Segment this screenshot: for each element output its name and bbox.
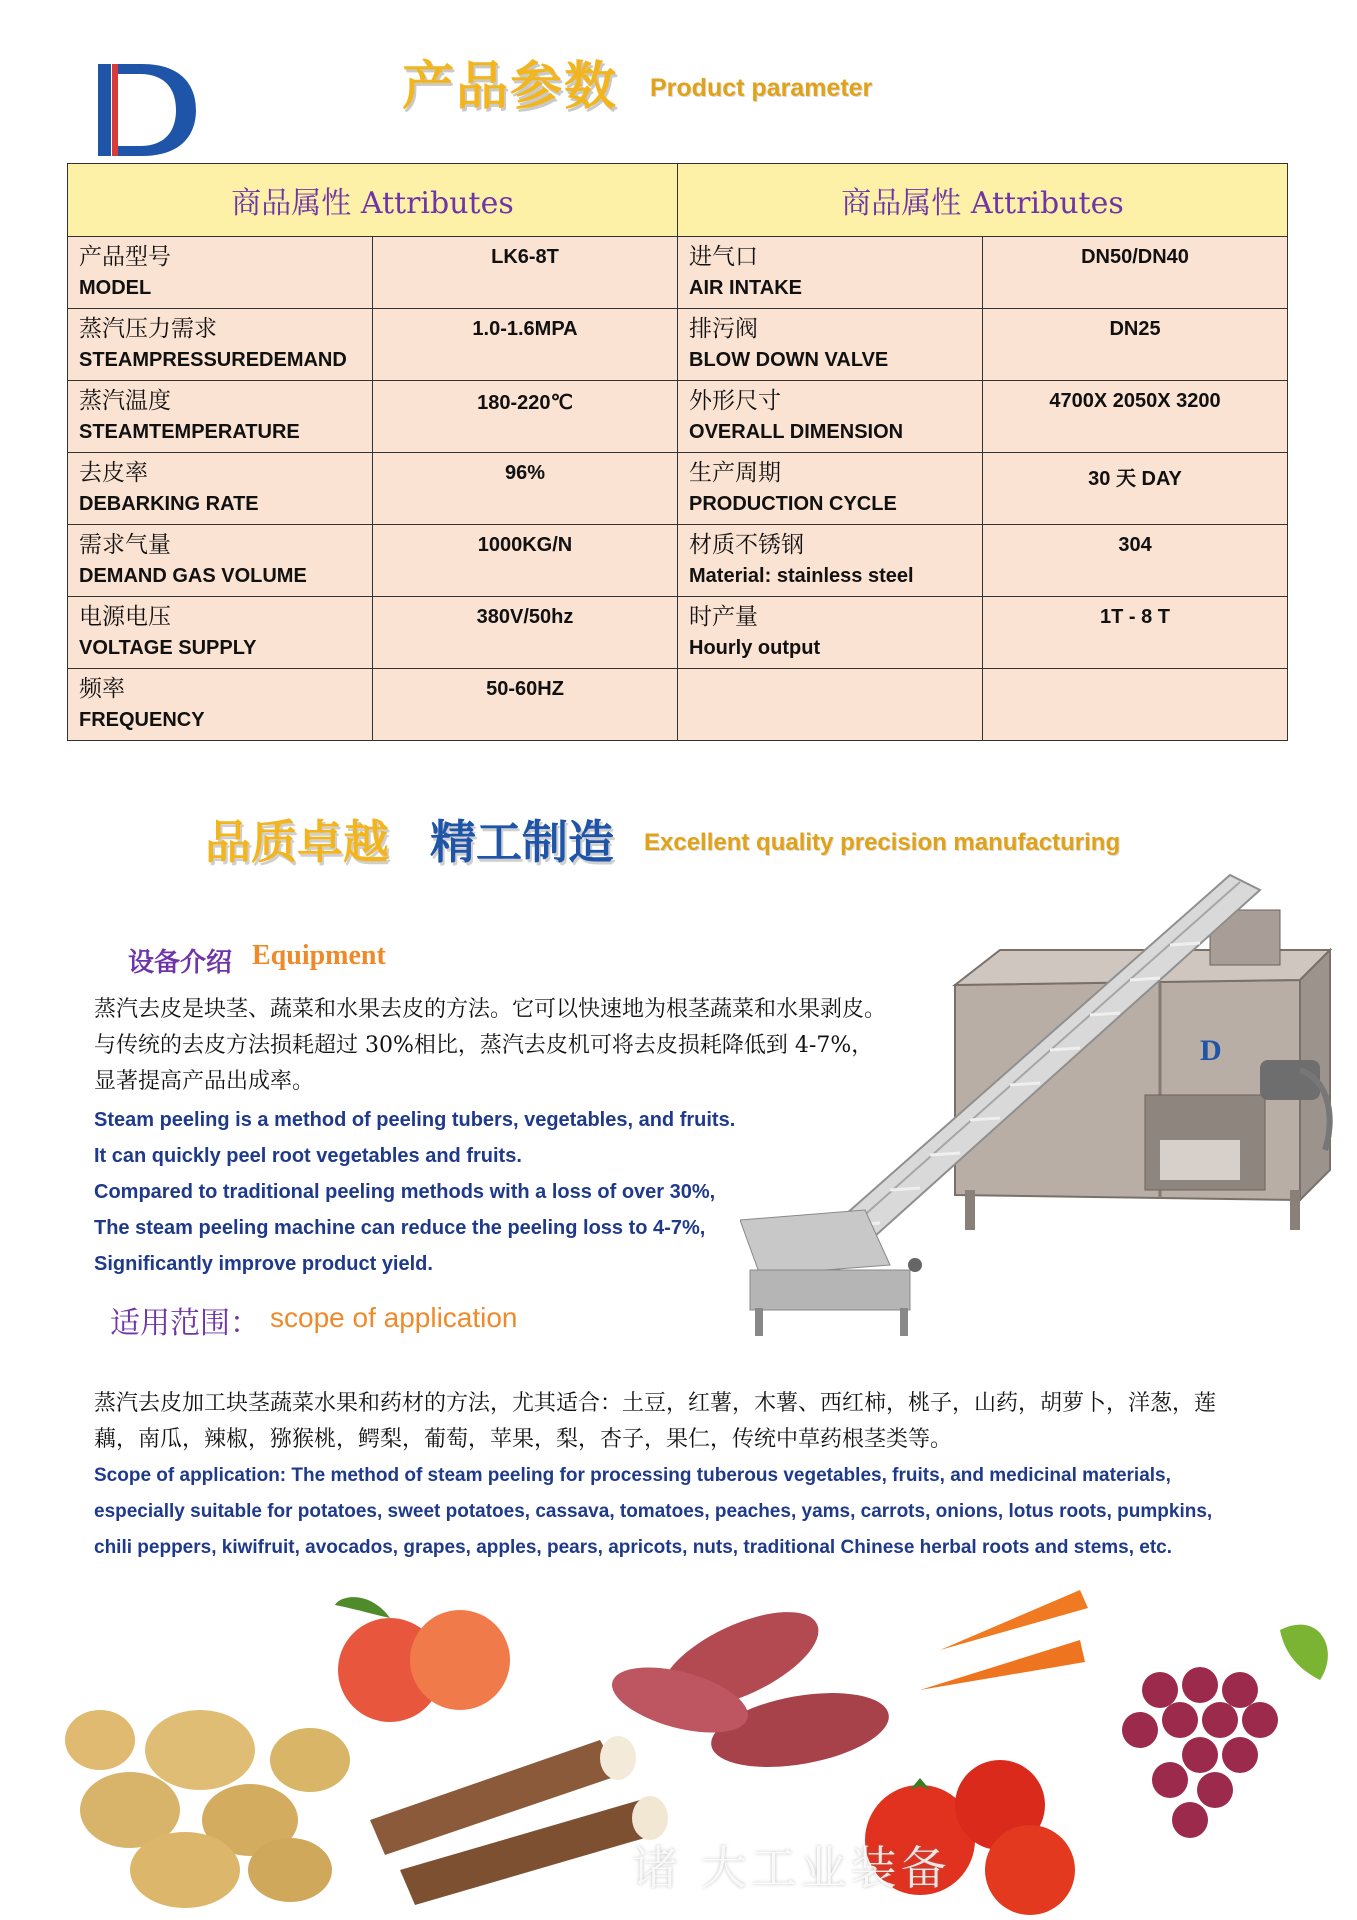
param-label-cell: [678, 597, 983, 669]
param-value: DN25: [1109, 318, 1161, 340]
table-header-left: 商品属性 Attributes: [68, 164, 678, 237]
param-value-cell: [373, 525, 678, 597]
equipment-en-line: It can quickly peel root vegetables and fruits.: [94, 1145, 522, 1167]
param-label-cn: 材质不锈钢: [689, 532, 805, 558]
company-logo: [92, 56, 202, 166]
scope-description-cn: [94, 1386, 1324, 1458]
param-label-cn: 排污阀: [689, 316, 759, 342]
param-label-en: Material: stainless steel: [689, 565, 914, 587]
param-value: 304: [1118, 534, 1152, 556]
param-label-cn: 蒸汽压力需求: [79, 316, 217, 342]
table-row: [68, 309, 1288, 381]
scope-en-line: Scope of application: The method of steam peeling for processing tuberous vegetables, fruits, and medicinal materials,: [94, 1465, 1171, 1486]
equipment-description-en: [94, 1102, 735, 1282]
param-label-en: DEMAND GAS VOLUME: [79, 565, 307, 587]
equipment-cn-line: 显著提高产品出成率。: [94, 1069, 315, 1094]
param-label-cell: [678, 669, 983, 741]
param-label-cell: [68, 453, 373, 525]
quality-title-en: Excellent quality precision manufacturing: [644, 829, 1121, 856]
param-label-en: MODEL: [79, 277, 152, 299]
param-label-cell: [678, 453, 983, 525]
scope-description-en: [94, 1458, 1212, 1566]
scope-cn-line: 藕，南瓜，辣椒，猕猴桃，鳄梨，葡萄，苹果，梨，杏子，果仁，传统中草药根茎类等。: [94, 1427, 953, 1452]
cassava-icon: [370, 1736, 668, 1905]
scope-heading-en: scope of application: [270, 1302, 518, 1333]
steam-peeling-machine-image: [740, 870, 1340, 1340]
equipment-en-line: The steam peeling machine can reduce the peeling loss to 4-7%,: [94, 1217, 706, 1239]
param-value: 96%: [504, 462, 546, 484]
machine-logo: D: [1200, 1034, 1222, 1067]
param-label-cn: 蒸汽温度: [79, 388, 171, 414]
param-label-en: VOLTAGE SUPPLY: [79, 637, 257, 659]
param-label-cn: 产品型号: [79, 244, 171, 270]
quality-title-cn-1: 品质卓越: [205, 815, 389, 869]
param-label-cell: [68, 525, 373, 597]
table-row: [68, 597, 1288, 669]
param-label-cn: 频率: [79, 676, 125, 702]
param-value-cell: [983, 381, 1288, 453]
param-label-cell: [68, 597, 373, 669]
watermark-text: 诸 大工业装备: [632, 1841, 951, 1895]
param-label-cell: [68, 381, 373, 453]
param-value: 4700X 2050X 3200: [1049, 390, 1221, 412]
table-row: [68, 381, 1288, 453]
param-value-cell: [373, 237, 678, 309]
potatoes-icon: [65, 1710, 350, 1908]
param-value-cell: [983, 237, 1288, 309]
page-title-cn: 产品参数: [402, 57, 619, 117]
equipment-heading-cn: 设备介绍: [128, 948, 233, 978]
peaches-icon: [335, 1597, 510, 1722]
param-value-cell: [983, 309, 1288, 381]
carrots-icon: [920, 1590, 1088, 1690]
param-label-en: AIR INTAKE: [689, 277, 802, 299]
param-label-cell: [678, 237, 983, 309]
param-label-cell: [678, 525, 983, 597]
param-value: 180-220℃: [477, 392, 573, 414]
param-label-en: DEBARKING RATE: [79, 493, 259, 515]
param-value-cell: [983, 597, 1288, 669]
param-value-cell: [373, 381, 678, 453]
table-row: [68, 669, 1288, 741]
param-label-en: STEAMPRESSUREDEMAND: [79, 349, 347, 371]
scope-heading-cn: 适用范围：: [110, 1306, 260, 1341]
param-label-cn: 需求气量: [79, 532, 171, 558]
table-row: [68, 453, 1288, 525]
param-value-cell: [373, 597, 678, 669]
param-value: 1T - 8 T: [1100, 606, 1171, 628]
param-value-cell: [373, 669, 678, 741]
quality-title-cn-2: 精工制造: [430, 815, 614, 869]
table-header-right: 商品属性 Attributes: [678, 164, 1288, 237]
param-label-en: FREQUENCY: [79, 709, 205, 731]
param-value-cell: [983, 525, 1288, 597]
param-label-en: OVERALL DIMENSION: [689, 421, 904, 443]
param-label-en: [678, 674, 982, 676]
param-label-en: STEAMTEMPERATURE: [79, 421, 300, 443]
parameter-table: [67, 163, 1288, 741]
param-value: 50-60HZ: [486, 678, 564, 700]
param-value-cell: [983, 453, 1288, 525]
param-label-en: BLOW DOWN VALVE: [689, 349, 889, 371]
param-value: 380V/50hz: [476, 606, 574, 628]
page-title-en: Product parameter: [650, 74, 873, 102]
param-label-cn: 进气口: [689, 244, 759, 270]
param-value-cell: [373, 453, 678, 525]
equipment-en-line: Compared to traditional peeling methods with a loss of over 30%,: [94, 1181, 716, 1203]
table-row: [68, 237, 1288, 309]
table-row: [68, 525, 1288, 597]
equipment-cn-line: 与传统的去皮方法损耗超过 30%相比，蒸汽去皮机可将去皮损耗降低到 4-7%，: [94, 1033, 874, 1058]
param-value: [983, 669, 1287, 678]
scope-en-line: chili peppers, kiwifruit, avocados, grapes, apples, pears, apricots, nuts, traditional Chinese herbal roots and stems, etc.: [94, 1537, 1173, 1558]
param-value-cell: [373, 309, 678, 381]
grapes-icon: [1122, 1625, 1328, 1838]
param-label-cell: [678, 309, 983, 381]
param-label-cn: 去皮率: [79, 460, 148, 486]
equipment-cn-line: 蒸汽去皮是块茎、蔬菜和水果去皮的方法。它可以快速地为根茎蔬菜和水果剥皮。: [94, 997, 887, 1022]
param-label-cell: [68, 309, 373, 381]
param-value: 1.0-1.6MPA: [472, 318, 578, 340]
param-value: 30 天 DAY: [1088, 468, 1182, 490]
param-label-cn: 时产量: [689, 604, 759, 630]
param-value: DN50/DN40: [1081, 246, 1189, 268]
param-label-cell: [68, 237, 373, 309]
param-label-en: Hourly output: [689, 637, 821, 659]
param-label-cell: [678, 381, 983, 453]
param-label-cn: 生产周期: [689, 460, 782, 486]
sweet-potatoes-icon: [605, 1592, 894, 1779]
param-label-en: PRODUCTION CYCLE: [689, 493, 897, 515]
scope-cn-line: 蒸汽去皮加工块茎蔬菜水果和药材的方法，尤其适合：土豆，红薯，木薯、西红柿，桃子，山药，胡萝卜，洋葱，莲: [94, 1391, 1217, 1416]
param-label-cn: 外形尺寸: [689, 388, 782, 414]
equipment-en-line: Steam peeling is a method of peeling tubers, vegetables, and fruits.: [94, 1109, 736, 1131]
param-value: LK6-8T: [491, 246, 559, 268]
param-value: 1000KG/N: [477, 534, 573, 556]
equipment-heading-en: Equipment: [252, 940, 386, 971]
param-label-cn: 电源电压: [79, 604, 171, 630]
equipment-en-line: Significantly improve product yield.: [94, 1253, 433, 1275]
param-label-cell: [68, 669, 373, 741]
param-value-cell: [983, 669, 1288, 741]
scope-en-line: especially suitable for potatoes, sweet potatoes, cassava, tomatoes, peaches, yams, carrots, onions, lotus roots, pumpkins,: [94, 1501, 1213, 1522]
